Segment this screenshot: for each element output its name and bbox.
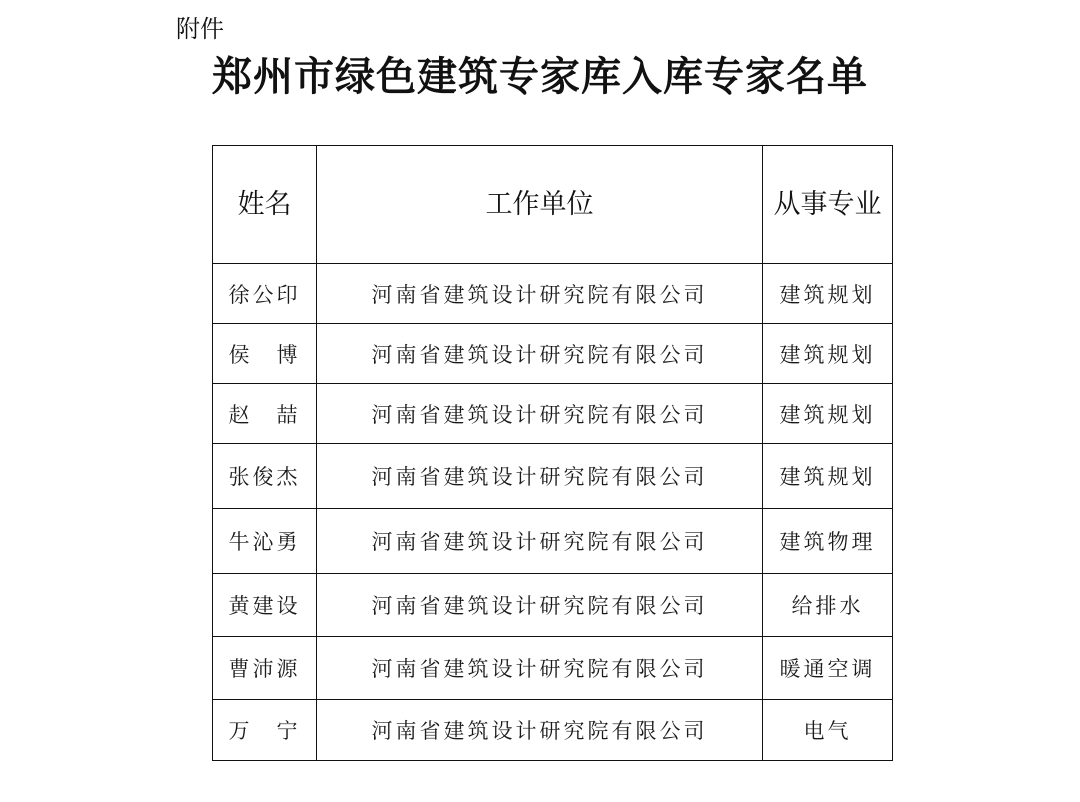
expert-roster-table xyxy=(212,145,893,761)
table-row xyxy=(213,574,893,637)
cell-name: 徐公印 xyxy=(213,264,317,324)
cell-name: 侯 博 xyxy=(213,324,317,384)
column-header-unit: 工作单位 xyxy=(317,146,763,264)
cell-unit: 河南省建筑设计研究院有限公司 xyxy=(317,384,763,444)
cell-unit: 河南省建筑设计研究院有限公司 xyxy=(317,264,763,324)
cell-name: 万 宁 xyxy=(213,700,317,761)
cell-major: 给排水 xyxy=(763,574,893,637)
cell-major: 建筑物理 xyxy=(763,509,893,574)
cell-major: 建筑规划 xyxy=(763,444,893,509)
table-row xyxy=(213,384,893,444)
cell-unit: 河南省建筑设计研究院有限公司 xyxy=(317,574,763,637)
column-header-name: 姓名 xyxy=(213,146,317,264)
cell-major: 建筑规划 xyxy=(763,264,893,324)
cell-name: 张俊杰 xyxy=(213,444,317,509)
table-row xyxy=(213,509,893,574)
cell-unit: 河南省建筑设计研究院有限公司 xyxy=(317,324,763,384)
table-row xyxy=(213,324,893,384)
table-row xyxy=(213,700,893,761)
cell-unit: 河南省建筑设计研究院有限公司 xyxy=(317,509,763,574)
cell-unit: 河南省建筑设计研究院有限公司 xyxy=(317,637,763,700)
table-row xyxy=(213,444,893,509)
cell-name: 牛沁勇 xyxy=(213,509,317,574)
cell-name: 黄建设 xyxy=(213,574,317,637)
table-row xyxy=(213,637,893,700)
cell-name: 曹沛源 xyxy=(213,637,317,700)
cell-name: 赵 喆 xyxy=(213,384,317,444)
cell-unit: 河南省建筑设计研究院有限公司 xyxy=(317,700,763,761)
cell-major: 建筑规划 xyxy=(763,384,893,444)
column-header-major: 从事专业 xyxy=(763,146,893,264)
table-row xyxy=(213,264,893,324)
cell-unit: 河南省建筑设计研究院有限公司 xyxy=(317,444,763,509)
cell-major: 电气 xyxy=(763,700,893,761)
cell-major: 暖通空调 xyxy=(763,637,893,700)
table-header-row xyxy=(213,146,893,264)
attachment-label: 附件 xyxy=(176,15,224,43)
document-title: 郑州市绿色建筑专家库入库专家名单 xyxy=(212,54,868,100)
cell-major: 建筑规划 xyxy=(763,324,893,384)
